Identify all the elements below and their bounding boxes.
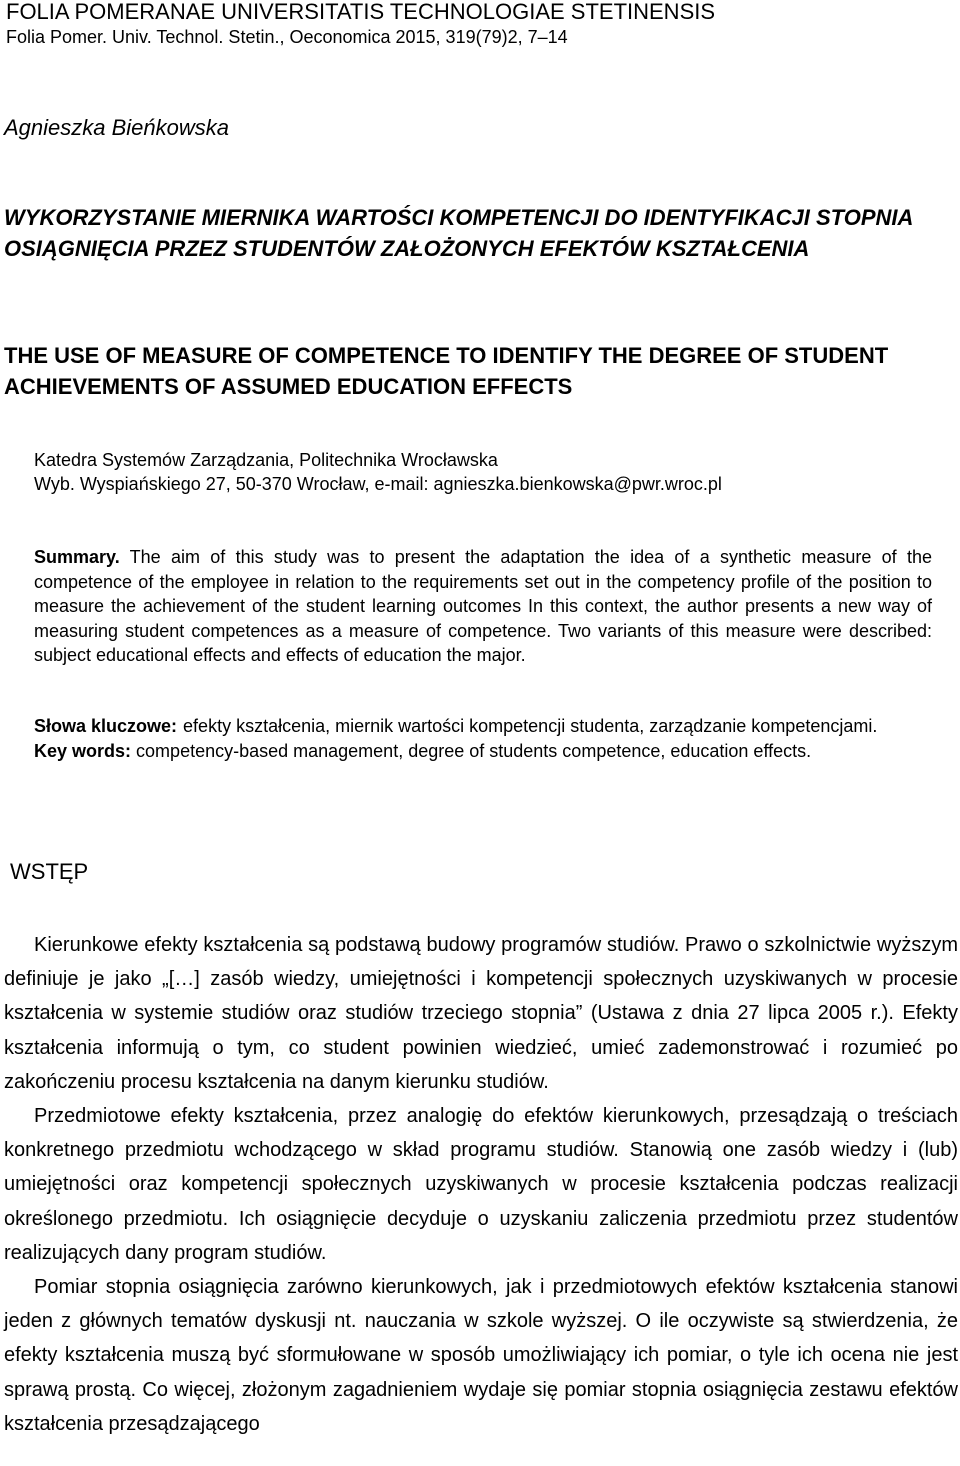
keywords-polish-text: efekty kształcenia, miernik wartości kompetencji studenta, zarządzanie kompetencjami. — [183, 716, 878, 736]
keywords-english — [34, 739, 932, 764]
journal-name: FOLIA POMERANAE UNIVERSITATIS TECHNOLOGIAE STETINENSIS — [6, 0, 716, 24]
author-name: Agnieszka Bieńkowska — [4, 115, 230, 140]
summary — [34, 545, 932, 668]
paragraph: Kierunkowe efekty kształcenia są podstawą budowy programów studiów. Prawo o szkolnictwie wyższym definiuje je jako „[…] zasób wiedzy, umiejętności i kompetencji społecznych uzyskiwanych w procesie kształcenia w systemie studiów oraz studiów trzeciego stopnia” (Ustawa z dnia 27 lipca 2005 r.). Efekty kształcenia informują o tym, co student powinien wiedzieć, umieć zademonstrować i rozumieć po zakończeniu procesu kształcenia na danym kierunku studiów. — [4, 934, 958, 1093]
section-heading: WSTĘP — [10, 859, 89, 884]
summary-label: Summary. — [34, 547, 120, 567]
body-text — [4, 928, 958, 1441]
title-polish: WYKORZYSTANIE MIERNIKA WARTOŚCI KOMPETENCJI DO IDENTYFIKACJI STOPNIA OSIĄGNIĘCIA PRZEZ STUDENTÓW ZAŁOŻONYCH EFEKTÓW KSZTAŁCENIA — [4, 205, 913, 261]
paragraph: Pomiar stopnia osiągnięcia zarówno kierunkowych, jak i przedmiotowych efektów kształcenia stanowi jeden z głównych tematów dyskusji nt. nauczania w szkole wyższej. O ile oczywiste są stwierdzenia, że efekty kształcenia muszą być sformułowane w sposób umożliwiający ich pomiar, o tyle ich ocena nie jest sprawą prostą. Co więcej, złożonym zagadnieniem wydaje się pomiar stopnia osiągnięcia zestawu efektów kształcenia przesądzającego — [4, 1276, 958, 1435]
affiliation-address: Wyb. Wyspiańskiego 27, 50-370 Wrocław, e-mail: agnieszka.bienkowska@pwr.wroc.pl — [34, 474, 722, 494]
journal-citation: Folia Pomer. Univ. Technol. Stetin., Oeconomica 2015, 319(79)2, 7–14 — [6, 27, 568, 47]
summary-text: The aim of this study was to present the adaptation the idea of a synthetic measure of the competence of the employee in relation to the requirements set out in the competency profile of the position to measure the achievement of the student learning outcomes In this context, the author presents a new way of measuring student competences as a measure of competence. Two variants of this measure were described: subject educational effects and effects of education the major. — [34, 547, 932, 665]
affiliation — [34, 448, 934, 496]
title-english: THE USE OF MEASURE OF COMPETENCE TO IDENTIFY THE DEGREE OF STUDENT ACHIEVEMENTS OF ASSUMED EDUCATION EFFECTS — [4, 343, 889, 399]
keywords-english-text: competency-based management, degree of students competence, education effects. — [136, 740, 812, 761]
affiliation-institution: Katedra Systemów Zarządzania, Politechnika Wrocławska — [34, 450, 498, 470]
paragraph: Przedmiotowe efekty kształcenia, przez analogię do efektów kierunkowych, przesądzają o treściach konkretnego przedmiotu wchodzącego w skład programu studiów. Stanowią one zasób wiedzy i (lub) umiejętności oraz kompetencji społecznych uzyskiwanych w procesie kształcenia podczas realizacji określonego przedmiotu. Ich osiągnięcie decyduje o uzyskaniu zaliczenia przedmiotu przez studentów realizujących dany program studiów. — [4, 1105, 958, 1264]
keywords-english-label: Key words: — [34, 740, 132, 761]
keywords-polish — [34, 714, 932, 739]
keywords-polish-label: Słowa kluczowe: — [34, 716, 178, 736]
keywords — [34, 714, 932, 763]
